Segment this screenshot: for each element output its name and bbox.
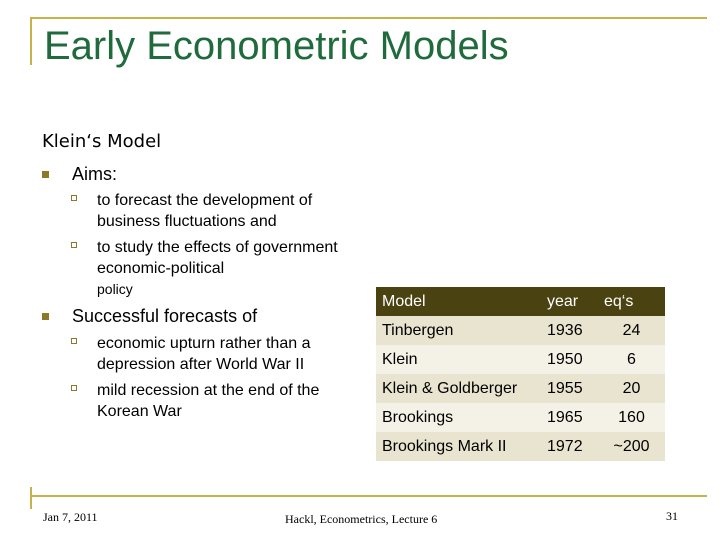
hollow-square-bullet-icon <box>71 242 77 248</box>
table-cell: 6 <box>598 345 665 374</box>
square-bullet-icon <box>42 313 49 320</box>
table-cell: 1936 <box>541 316 598 345</box>
table-row <box>376 374 665 403</box>
hollow-square-bullet-icon <box>71 195 77 201</box>
models-table <box>376 287 665 461</box>
table-cell: Tinbergen <box>376 316 541 345</box>
table-cell: Klein <box>376 345 541 374</box>
footer-date: Jan 7, 2011 <box>43 510 98 524</box>
table-cell: 1950 <box>541 345 598 374</box>
sub-bullet-text: to study the effects of government economic-political <box>97 239 338 277</box>
column-header: Model <box>376 287 541 316</box>
table-cell: Klein & Goldberger <box>376 374 541 403</box>
footer-line <box>30 495 707 497</box>
sub-bullet-text: economic upturn rather than a depression after World War II <box>97 335 311 373</box>
column-header: year <box>541 287 598 316</box>
sub-bullet-continuation: policy <box>97 281 133 297</box>
page-number: 31 <box>666 509 678 523</box>
sub-bullet-text: to forecast the development of business fluctuations and <box>97 192 313 230</box>
column-header: eq‘s <box>598 287 665 316</box>
table-row <box>376 403 665 432</box>
table-cell: 24 <box>598 316 665 345</box>
table-cell: ~200 <box>598 432 665 461</box>
hollow-square-bullet-icon <box>71 338 77 344</box>
table-cell: 20 <box>598 374 665 403</box>
bullet-text: Successful forecasts of <box>72 306 258 326</box>
hollow-square-bullet-icon <box>71 385 77 391</box>
table-row <box>376 432 665 461</box>
square-bullet-icon <box>42 171 49 178</box>
footer-course: Hackl, Econometrics, Lecture 6 <box>285 512 438 526</box>
table-cell: 160 <box>598 403 665 432</box>
frame-line-top <box>30 17 707 19</box>
slide-title: Early Econometric Models <box>44 24 509 68</box>
table-cell: 1955 <box>541 374 598 403</box>
subheading: Klein‘s Model <box>42 131 162 152</box>
footer-line-left <box>30 487 32 509</box>
table-row <box>376 345 665 374</box>
frame-line-left <box>30 17 32 65</box>
table-row <box>376 316 665 345</box>
table-header-row <box>376 287 665 316</box>
table-cell: Brookings <box>376 403 541 432</box>
table-cell: 1965 <box>541 403 598 432</box>
sub-bullet-text: mild recession at the end of the Korean War <box>97 382 320 420</box>
bullet-text: Aims: <box>72 164 117 184</box>
table-cell: Brookings Mark II <box>376 432 541 461</box>
table-cell: 1972 <box>541 432 598 461</box>
